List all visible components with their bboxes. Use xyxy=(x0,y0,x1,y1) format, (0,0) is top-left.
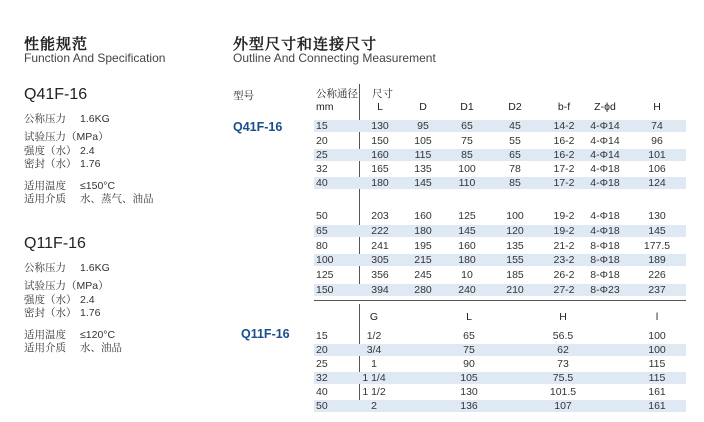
table-cell: 32 xyxy=(316,163,328,175)
q41-medium-value: 水、蒸气、油品 xyxy=(80,193,154,205)
table-cell: 8-Φ18 xyxy=(590,269,620,281)
table-cell: 4-Φ14 xyxy=(590,149,620,161)
table-cell: 130 xyxy=(371,120,389,132)
table-cell: 1/2 xyxy=(366,330,382,342)
table-cell: 65 xyxy=(463,330,475,342)
table-cell: 10 xyxy=(461,269,473,281)
table-cell: 100 xyxy=(648,344,666,356)
right-title-cn: 外型尺寸和连接尺寸 xyxy=(233,36,378,53)
q11-temp-label: 适用温度 xyxy=(24,329,66,341)
table-cell: 135 xyxy=(506,240,524,252)
q41-nominal-pressure-value: 1.6KG xyxy=(80,113,110,125)
table-cell: 25 xyxy=(316,358,328,370)
table-row xyxy=(314,225,686,237)
table-cell: 8-Φ18 xyxy=(590,240,620,252)
table-cell: 105 xyxy=(414,135,432,147)
table-row xyxy=(314,254,686,266)
header-model: 型号 xyxy=(233,90,254,102)
table-cell: 110 xyxy=(458,177,476,189)
table-row xyxy=(314,372,686,384)
table-cell: 16-2 xyxy=(553,135,575,147)
table-cell: 20 xyxy=(316,135,328,147)
table-cell: 65 xyxy=(509,149,521,161)
q11-seal-label: 密封（水） xyxy=(24,307,77,319)
table-cell: 237 xyxy=(648,284,666,296)
table-cell: 356 xyxy=(371,269,389,281)
table-cell: 105 xyxy=(460,372,478,384)
table-cell: 203 xyxy=(371,210,389,222)
table-cell: 195 xyxy=(414,240,432,252)
table-cell: 96 xyxy=(651,135,663,147)
left-title-en: Function And Specification xyxy=(24,51,166,65)
table-cell: 62 xyxy=(557,344,569,356)
table-cell: 75.5 xyxy=(552,372,574,384)
q11-col-header: G xyxy=(369,311,379,323)
table-cell: 20 xyxy=(316,344,328,356)
table-cell: 155 xyxy=(506,254,524,266)
q41-col-header: D1 xyxy=(460,101,474,113)
table-row xyxy=(314,163,686,175)
table-cell: 85 xyxy=(461,149,473,161)
table-row xyxy=(314,344,686,356)
table-cell: 19-2 xyxy=(553,225,575,237)
table-cell: 1 1/2 xyxy=(362,386,386,398)
table-cell: 80 xyxy=(316,240,328,252)
table-cell: 165 xyxy=(371,163,389,175)
table-cell: 4-Φ14 xyxy=(590,135,620,147)
table-cell: 2 xyxy=(371,400,377,412)
table-cell: 78 xyxy=(509,163,521,175)
table-cell: 100 xyxy=(316,254,334,266)
table-row xyxy=(314,269,686,281)
table-cell: 73 xyxy=(557,358,569,370)
table-cell: 115 xyxy=(414,149,432,161)
table-cell: 1 1/4 xyxy=(362,372,386,384)
table-row xyxy=(314,135,686,147)
q11-strength-value: 2.4 xyxy=(80,294,95,306)
q41-col-header: L xyxy=(377,101,383,113)
table-cell: 40 xyxy=(316,177,328,189)
table-cell: 145 xyxy=(458,225,476,237)
q41-nominal-pressure-label: 公称压力 xyxy=(24,113,66,125)
table-cell: 136 xyxy=(460,400,478,412)
q41-col-header: D xyxy=(419,101,427,113)
table-cell: 124 xyxy=(648,177,666,189)
q41-temp-label: 适用温度 xyxy=(24,180,66,192)
table-cell: 226 xyxy=(648,269,666,281)
table-cell: 65 xyxy=(316,225,328,237)
table-cell: 100 xyxy=(648,330,666,342)
table-cell: 101.5 xyxy=(549,386,577,398)
q11-col-header: L xyxy=(466,311,472,323)
table-cell: 241 xyxy=(371,240,389,252)
table-row xyxy=(314,120,686,132)
table-row xyxy=(314,210,686,222)
table-cell: 394 xyxy=(371,284,389,296)
table-cell: 106 xyxy=(648,163,666,175)
table-cell: 100 xyxy=(506,210,524,222)
table-cell: 17-2 xyxy=(553,163,575,175)
table-cell: 115 xyxy=(648,358,666,370)
table-row xyxy=(314,358,686,370)
table-cell: 75 xyxy=(463,344,475,356)
q11-col-header: l xyxy=(655,311,659,323)
q11-model: Q11F-16 xyxy=(24,235,86,252)
q41-model-label: Q41F-16 xyxy=(233,120,283,134)
table-cell: 189 xyxy=(648,254,666,266)
q11-medium-label: 适用介质 xyxy=(24,342,66,354)
table-cell: 95 xyxy=(417,120,429,132)
table-cell: 145 xyxy=(414,177,432,189)
table-cell: 120 xyxy=(506,225,524,237)
q41-test-pressure-label: 试验压力（MPa） xyxy=(24,131,109,143)
right-title-en: Outline And Connecting Measurement xyxy=(233,51,436,65)
table-cell: 161 xyxy=(648,400,666,412)
q41-col-header: Z-ϕd xyxy=(594,101,616,113)
table-row xyxy=(314,177,686,189)
q41-seal-value: 1.76 xyxy=(80,158,101,170)
q11-nominal-pressure-value: 1.6KG xyxy=(80,262,110,274)
table-cell: 4-Φ18 xyxy=(590,225,620,237)
table-row xyxy=(314,149,686,161)
table-cell: 4-Φ18 xyxy=(590,163,620,175)
header-dim: 尺寸 xyxy=(372,88,393,100)
table-cell: 74 xyxy=(651,120,663,132)
table-cell: 40 xyxy=(316,386,328,398)
q41-medium-label: 适用介质 xyxy=(24,193,66,205)
q11-strength-label: 强度（水） xyxy=(24,294,77,306)
table-cell: 25 xyxy=(316,149,328,161)
table-row xyxy=(314,330,686,342)
q41-model: Q41F-16 xyxy=(24,86,88,103)
table-cell: 27-2 xyxy=(553,284,575,296)
table-cell: 135 xyxy=(414,163,432,175)
table-cell: 160 xyxy=(458,240,476,252)
table-cell: 180 xyxy=(414,225,432,237)
table-cell: 115 xyxy=(648,372,666,384)
table-row xyxy=(314,240,686,252)
table-cell: 4-Φ14 xyxy=(590,120,620,132)
table-cell: 180 xyxy=(458,254,476,266)
table-cell: 210 xyxy=(506,284,524,296)
table-cell: 305 xyxy=(371,254,389,266)
q11-col-header: H xyxy=(559,311,567,323)
table-cell: 85 xyxy=(509,177,521,189)
table-cell: 180 xyxy=(371,177,389,189)
header-dn-unit: mm xyxy=(316,101,334,113)
table-cell: 4-Φ18 xyxy=(590,177,620,189)
table-cell: 8-Φ23 xyxy=(590,284,620,296)
table-cell: 245 xyxy=(414,269,432,281)
table-cell: 3/4 xyxy=(366,344,382,356)
table-cell: 16-2 xyxy=(553,149,575,161)
q41-col-header: D2 xyxy=(508,101,522,113)
table-cell: 45 xyxy=(509,120,521,132)
table-cell: 161 xyxy=(648,386,666,398)
table-cell: 4-Φ18 xyxy=(590,210,620,222)
table-cell: 75 xyxy=(461,135,473,147)
table-row xyxy=(314,400,686,412)
q11-model-label: Q11F-16 xyxy=(241,327,290,341)
q41-strength-label: 强度（水） xyxy=(24,145,77,157)
table-cell: 150 xyxy=(371,135,389,147)
table-cell: 32 xyxy=(316,372,328,384)
table-cell: 160 xyxy=(371,149,389,161)
table-cell: 21-2 xyxy=(553,240,575,252)
q11-test-pressure-label: 试验压力（MPa） xyxy=(24,280,109,292)
table-cell: 8-Φ18 xyxy=(590,254,620,266)
table-cell: 65 xyxy=(461,120,473,132)
table-cell: 145 xyxy=(648,225,666,237)
table-cell: 177.5 xyxy=(643,240,671,252)
q41-col-header: H xyxy=(653,101,661,113)
table-cell: 125 xyxy=(458,210,476,222)
header-dn: 公称通径 xyxy=(316,88,358,100)
table-cell: 23-2 xyxy=(553,254,575,266)
table-cell: 50 xyxy=(316,210,328,222)
table-cell: 125 xyxy=(316,269,334,281)
q41-col-header: b-f xyxy=(557,101,571,113)
table-cell: 17-2 xyxy=(553,177,575,189)
table-cell: 222 xyxy=(371,225,389,237)
table-cell: 280 xyxy=(414,284,432,296)
table-cell: 90 xyxy=(463,358,475,370)
table-cell: 185 xyxy=(506,269,524,281)
left-title-cn: 性能规范 xyxy=(24,36,89,53)
table-cell: 14-2 xyxy=(553,120,575,132)
table-cell: 215 xyxy=(414,254,432,266)
table-cell: 150 xyxy=(316,284,334,296)
table-cell: 15 xyxy=(316,330,328,342)
q41-strength-value: 2.4 xyxy=(80,145,95,157)
q11-nominal-pressure-label: 公称压力 xyxy=(24,262,66,274)
table-cell: 101 xyxy=(648,149,666,161)
table-cell: 240 xyxy=(458,284,476,296)
table-cell: 1 xyxy=(371,358,377,370)
table-row xyxy=(314,284,686,296)
table-cell: 56.5 xyxy=(552,330,574,342)
table-cell: 160 xyxy=(414,210,432,222)
table-cell: 50 xyxy=(316,400,328,412)
table-cell: 26-2 xyxy=(553,269,575,281)
q41-temp-value: ≤150°C xyxy=(80,180,116,192)
table-cell: 55 xyxy=(509,135,521,147)
table-cell: 100 xyxy=(458,163,476,175)
q11-separator xyxy=(314,300,686,301)
q11-temp-value: ≤120°C xyxy=(80,329,116,341)
table-cell: 130 xyxy=(648,210,666,222)
table-row xyxy=(314,386,686,398)
table-cell: 130 xyxy=(460,386,478,398)
q11-seal-value: 1.76 xyxy=(80,307,101,319)
table-cell: 19-2 xyxy=(553,210,575,222)
table-cell: 15 xyxy=(316,120,328,132)
q11-medium-value: 水、油品 xyxy=(80,342,122,354)
q41-seal-label: 密封（水） xyxy=(24,158,77,170)
table-cell: 107 xyxy=(554,400,572,412)
